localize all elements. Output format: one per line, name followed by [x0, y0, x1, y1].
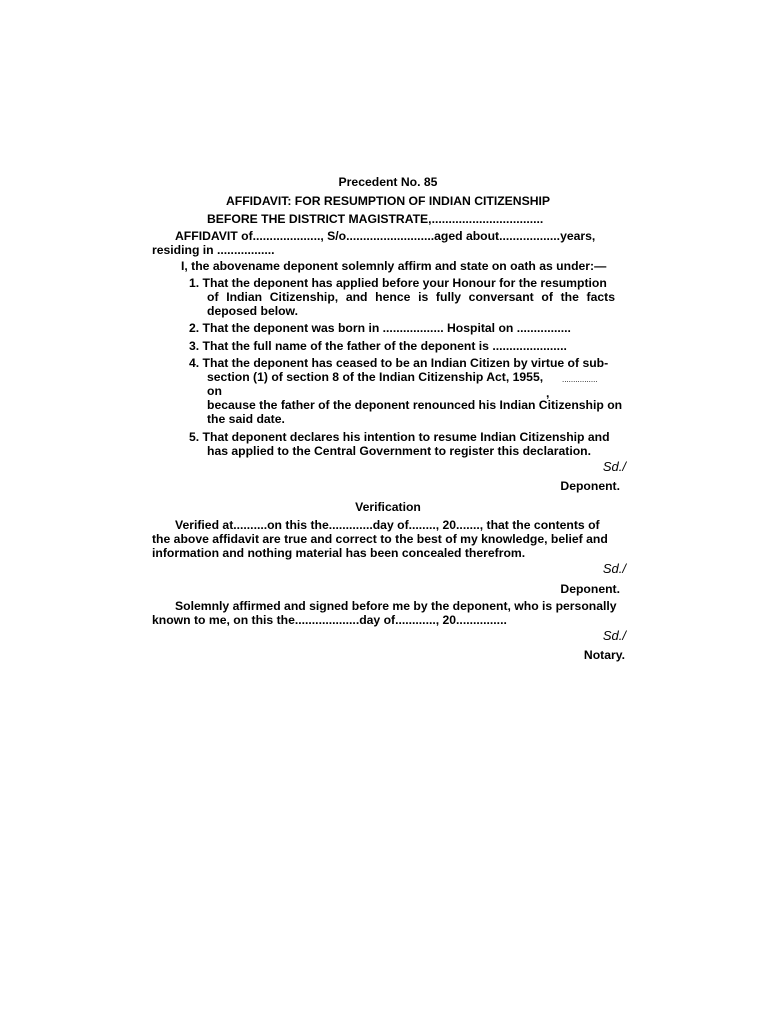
affirmation-line1: Solemnly affirmed and signed before me by the deponent, who is personally: [175, 599, 617, 613]
signature-sd-3: Sd./: [602, 628, 626, 643]
item-4-date-dots: ................: [562, 375, 598, 384]
affidavit-intro-line1: AFFIDAVIT of...................., S/o..........................aged about..................years,: [175, 229, 596, 243]
item-5-line1: 5. That deponent declares his intention to resume Indian Citizenship and: [189, 430, 610, 444]
document-title: AFFIDAVIT: FOR RESUMPTION OF INDIAN CITIZENSHIP: [225, 194, 551, 208]
item-4-line2: section (1) of section 8 of the Indian Citizenship Act, 1955,: [207, 370, 544, 384]
item-4-line1: 4. That the deponent has ceased to be an Indian Citizen by virtue of sub-: [189, 356, 609, 370]
verification-line1: Verified at..........on this the.............day of........, 20......., that the contents of: [175, 518, 600, 532]
item-1-line2: of Indian Citizenship, and hence is fully conversant of the facts: [207, 290, 615, 304]
item-4-line5: the said date.: [207, 412, 285, 426]
item-1-line3: deposed below.: [207, 304, 298, 318]
item-5-line2: has applied to the Central Government to register this declaration.: [207, 444, 591, 458]
item-4-comma: ,: [546, 386, 550, 400]
item-4-on: on: [207, 384, 222, 398]
deponent-label-1: Deponent.: [560, 479, 620, 493]
item-1-line1: 1. That the deponent has applied before your Honour for the resumption: [189, 276, 607, 290]
verification-line2: the above affidavit are true and correct to the best of my knowledge, belief and: [152, 532, 608, 546]
oath-statement: I, the abovename deponent solemnly affirm and state on oath as under:—: [181, 259, 607, 273]
signature-sd-2: Sd./: [602, 561, 626, 576]
court-heading: BEFORE THE DISTRICT MAGISTRATE,.................................: [207, 212, 544, 226]
item-3: 3. That the full name of the father of the deponent is ......................: [189, 339, 567, 353]
notary-label: Notary.: [583, 648, 625, 662]
item-2: 2. That the deponent was born in .................. Hospital on ................: [189, 321, 571, 335]
verification-heading: Verification: [355, 500, 421, 514]
deponent-label-2: Deponent.: [560, 582, 620, 596]
item-4-line4: because the father of the deponent renounced his Indian Citizenship on: [207, 398, 623, 412]
precedent-number: Precedent No. 85: [338, 175, 438, 189]
affidavit-intro-line2: residing in .................: [152, 243, 275, 257]
affirmation-line2: known to me, on this the...................day of............, 20...............: [152, 613, 507, 627]
signature-sd-1: Sd./: [602, 459, 626, 474]
verification-line3: information and nothing material has been concealed therefrom.: [152, 546, 526, 560]
